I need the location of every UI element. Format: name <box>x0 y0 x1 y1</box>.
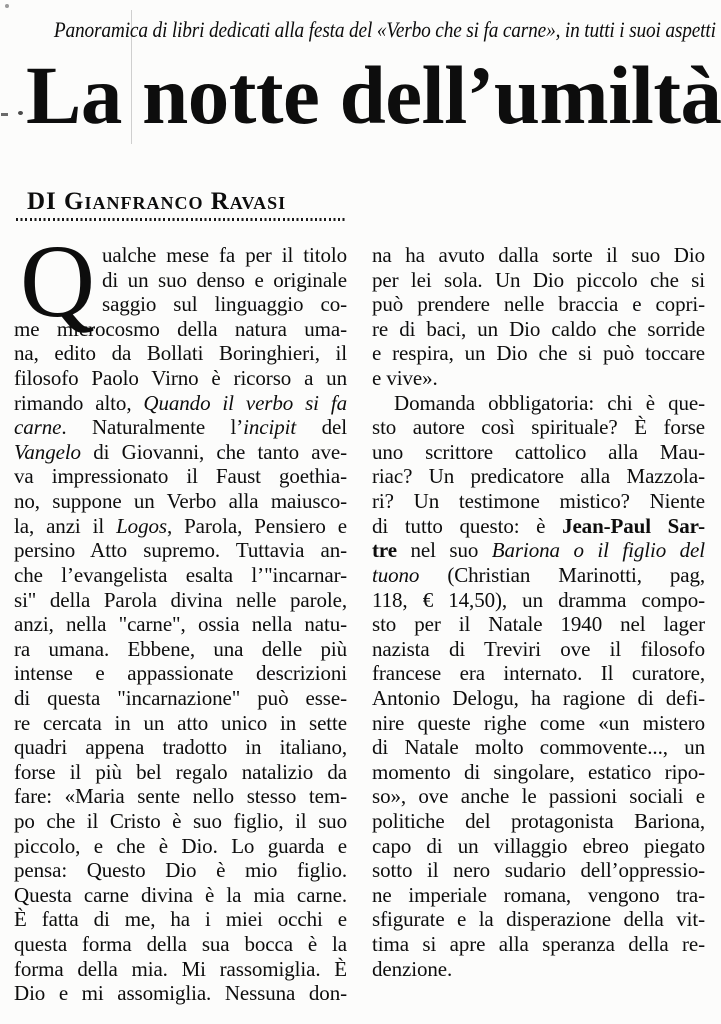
byline-dotted-rule <box>16 218 345 221</box>
text-line: si" della Parola divina nelle parole, <box>14 587 347 612</box>
text-line: ra umana. Ebbene, una delle più <box>14 636 347 661</box>
text-line: piccolo, e che è Dio. Lo guarda e <box>14 833 347 858</box>
text-line: Questa carne divina è la mia carne. <box>14 882 347 907</box>
text-line: quadri appena tradotto in italiano, <box>14 735 347 760</box>
text-line: di tutto questo: è Jean-Paul Sar- <box>372 513 705 538</box>
text-line: me microcosmo della natura uma- <box>14 316 347 341</box>
text-line: anzi, nella "carne", ossia nella natu- <box>14 612 347 637</box>
text-line: sto per il Natale 1940 nel lager <box>372 612 705 637</box>
text-line: pensa: Questo Dio è mio figlio. <box>14 858 347 883</box>
text-line: re cercata in un atto unico in sette <box>14 710 347 735</box>
text-line: sfigurate e la disperazione della vit- <box>372 907 705 932</box>
text-line: la, anzi il Logos, Parola, Pensiero e <box>14 513 347 538</box>
text-line: 118, € 14,50), un dramma compo- <box>372 587 705 612</box>
text-line: e respira, un Dio che si può toccare <box>372 341 705 366</box>
article-column <box>372 243 705 981</box>
text-line: tima si apre alla speranza della re- <box>372 932 705 957</box>
text-line: po che il Cristo è suo figlio, il suo <box>14 809 347 834</box>
text-line: e vive». <box>372 366 438 391</box>
text-line: che l’evangelista esalta l’"incarnar- <box>14 562 347 587</box>
text-line: ri? Un testimone mistico? Niente <box>372 489 705 514</box>
text-line: questa forma della sua bocca è la <box>14 932 347 957</box>
text-line: tre nel suo Bariona o il figlio del <box>372 538 705 563</box>
text-line: na, edito da Bollati Boringhieri, il <box>14 341 347 366</box>
text-line: carne. Naturalmente l’incipit del <box>14 415 347 440</box>
kicker-text: Panoramica di libri dedicati alla festa del «Verbo che si fa carne», in tutti i suoi aspetti <box>53 17 716 42</box>
text-line: sto autore così spirituale? È forse <box>372 415 705 440</box>
text-line: va impressionato il Faust goethia- <box>14 464 347 489</box>
text-line: riac? Un predicatore alla Mazzola- <box>372 464 705 489</box>
text-line: tuono (Christian Marinotti, pag, <box>372 562 705 587</box>
text-line: nazista di Treviri ove il filosofo <box>372 636 705 661</box>
article-column <box>14 243 347 1006</box>
byline: DI Gianfranco Ravasi <box>27 188 287 215</box>
kicker <box>0 15 721 45</box>
text-line: fare: «Maria sente nello stesso tem- <box>14 784 347 809</box>
text-line: persino Atto supremo. Tuttavia an- <box>14 538 347 563</box>
text-line: sotto il nero sudario dell’oppressio- <box>372 858 705 883</box>
text-line: di questa "incarnazione" può esse- <box>14 685 347 710</box>
text-line: francese era internato. Il curatore, <box>372 661 705 686</box>
text-line: capo di un villaggio ebreo piegato <box>372 833 705 858</box>
text-line: di Natale molto commovente..., un <box>372 735 705 760</box>
text-line: ne imperiale romana, vengono tra- <box>372 882 705 907</box>
text-line: intense e appassionate descrizioni <box>14 661 347 686</box>
text-line: filosofo Paolo Virno è ricorso a un <box>14 366 347 391</box>
text-line: uno scrittore cattolico alla Mau- <box>372 439 705 464</box>
text-line: no, suppone un Verbo alla maiusco- <box>14 489 347 514</box>
text-line: nire queste righe come «un mistero <box>372 710 705 735</box>
text-line: Dio e mi assomiglia. Nessuna don- <box>14 981 347 1006</box>
text-line: rimando alto, Quando il verbo si fa <box>14 390 347 415</box>
scan-speck-artifact <box>1 113 8 116</box>
text-line: so», ove anche le passioni sociali e <box>372 784 705 809</box>
text-line: politiche del protagonista Bariona, <box>372 809 705 834</box>
scan-speck-artifact <box>5 4 9 8</box>
drop-cap: Q <box>20 224 96 339</box>
text-line: re di baci, un Dio caldo che sorride <box>372 316 705 341</box>
text-line: denzione. <box>372 956 453 981</box>
text-line: Vangelo di Giovanni, che tanto ave- <box>14 439 347 464</box>
text-line: saggio sul linguaggio co- <box>102 292 347 317</box>
text-line: forma della mia. Mi rassomiglia. È <box>14 956 347 981</box>
text-line: Antonio Delogu, ha ragione di defi- <box>372 685 705 710</box>
text-line: per lei sola. Un Dio piccolo che si <box>372 267 705 292</box>
text-line: È fatta di me, ha i miei occhi e <box>14 907 347 932</box>
text-line: di un suo denso e originale <box>102 267 347 292</box>
text-line: forse il più bel regalo natalizio da <box>14 759 347 784</box>
text-line: na ha avuto dalla sorte il suo Dio <box>372 243 705 267</box>
text-line: ualche mese fa per il titolo <box>102 243 347 267</box>
headline: La notte dell’umiltà <box>26 49 721 141</box>
text-line: momento di singolare, estatico ripo- <box>372 759 705 784</box>
text-line: può prendere nelle braccia e copri- <box>372 292 705 317</box>
scan-speck-artifact <box>18 111 23 115</box>
text-line: Domanda obbligatoria: chi è que- <box>394 390 705 415</box>
